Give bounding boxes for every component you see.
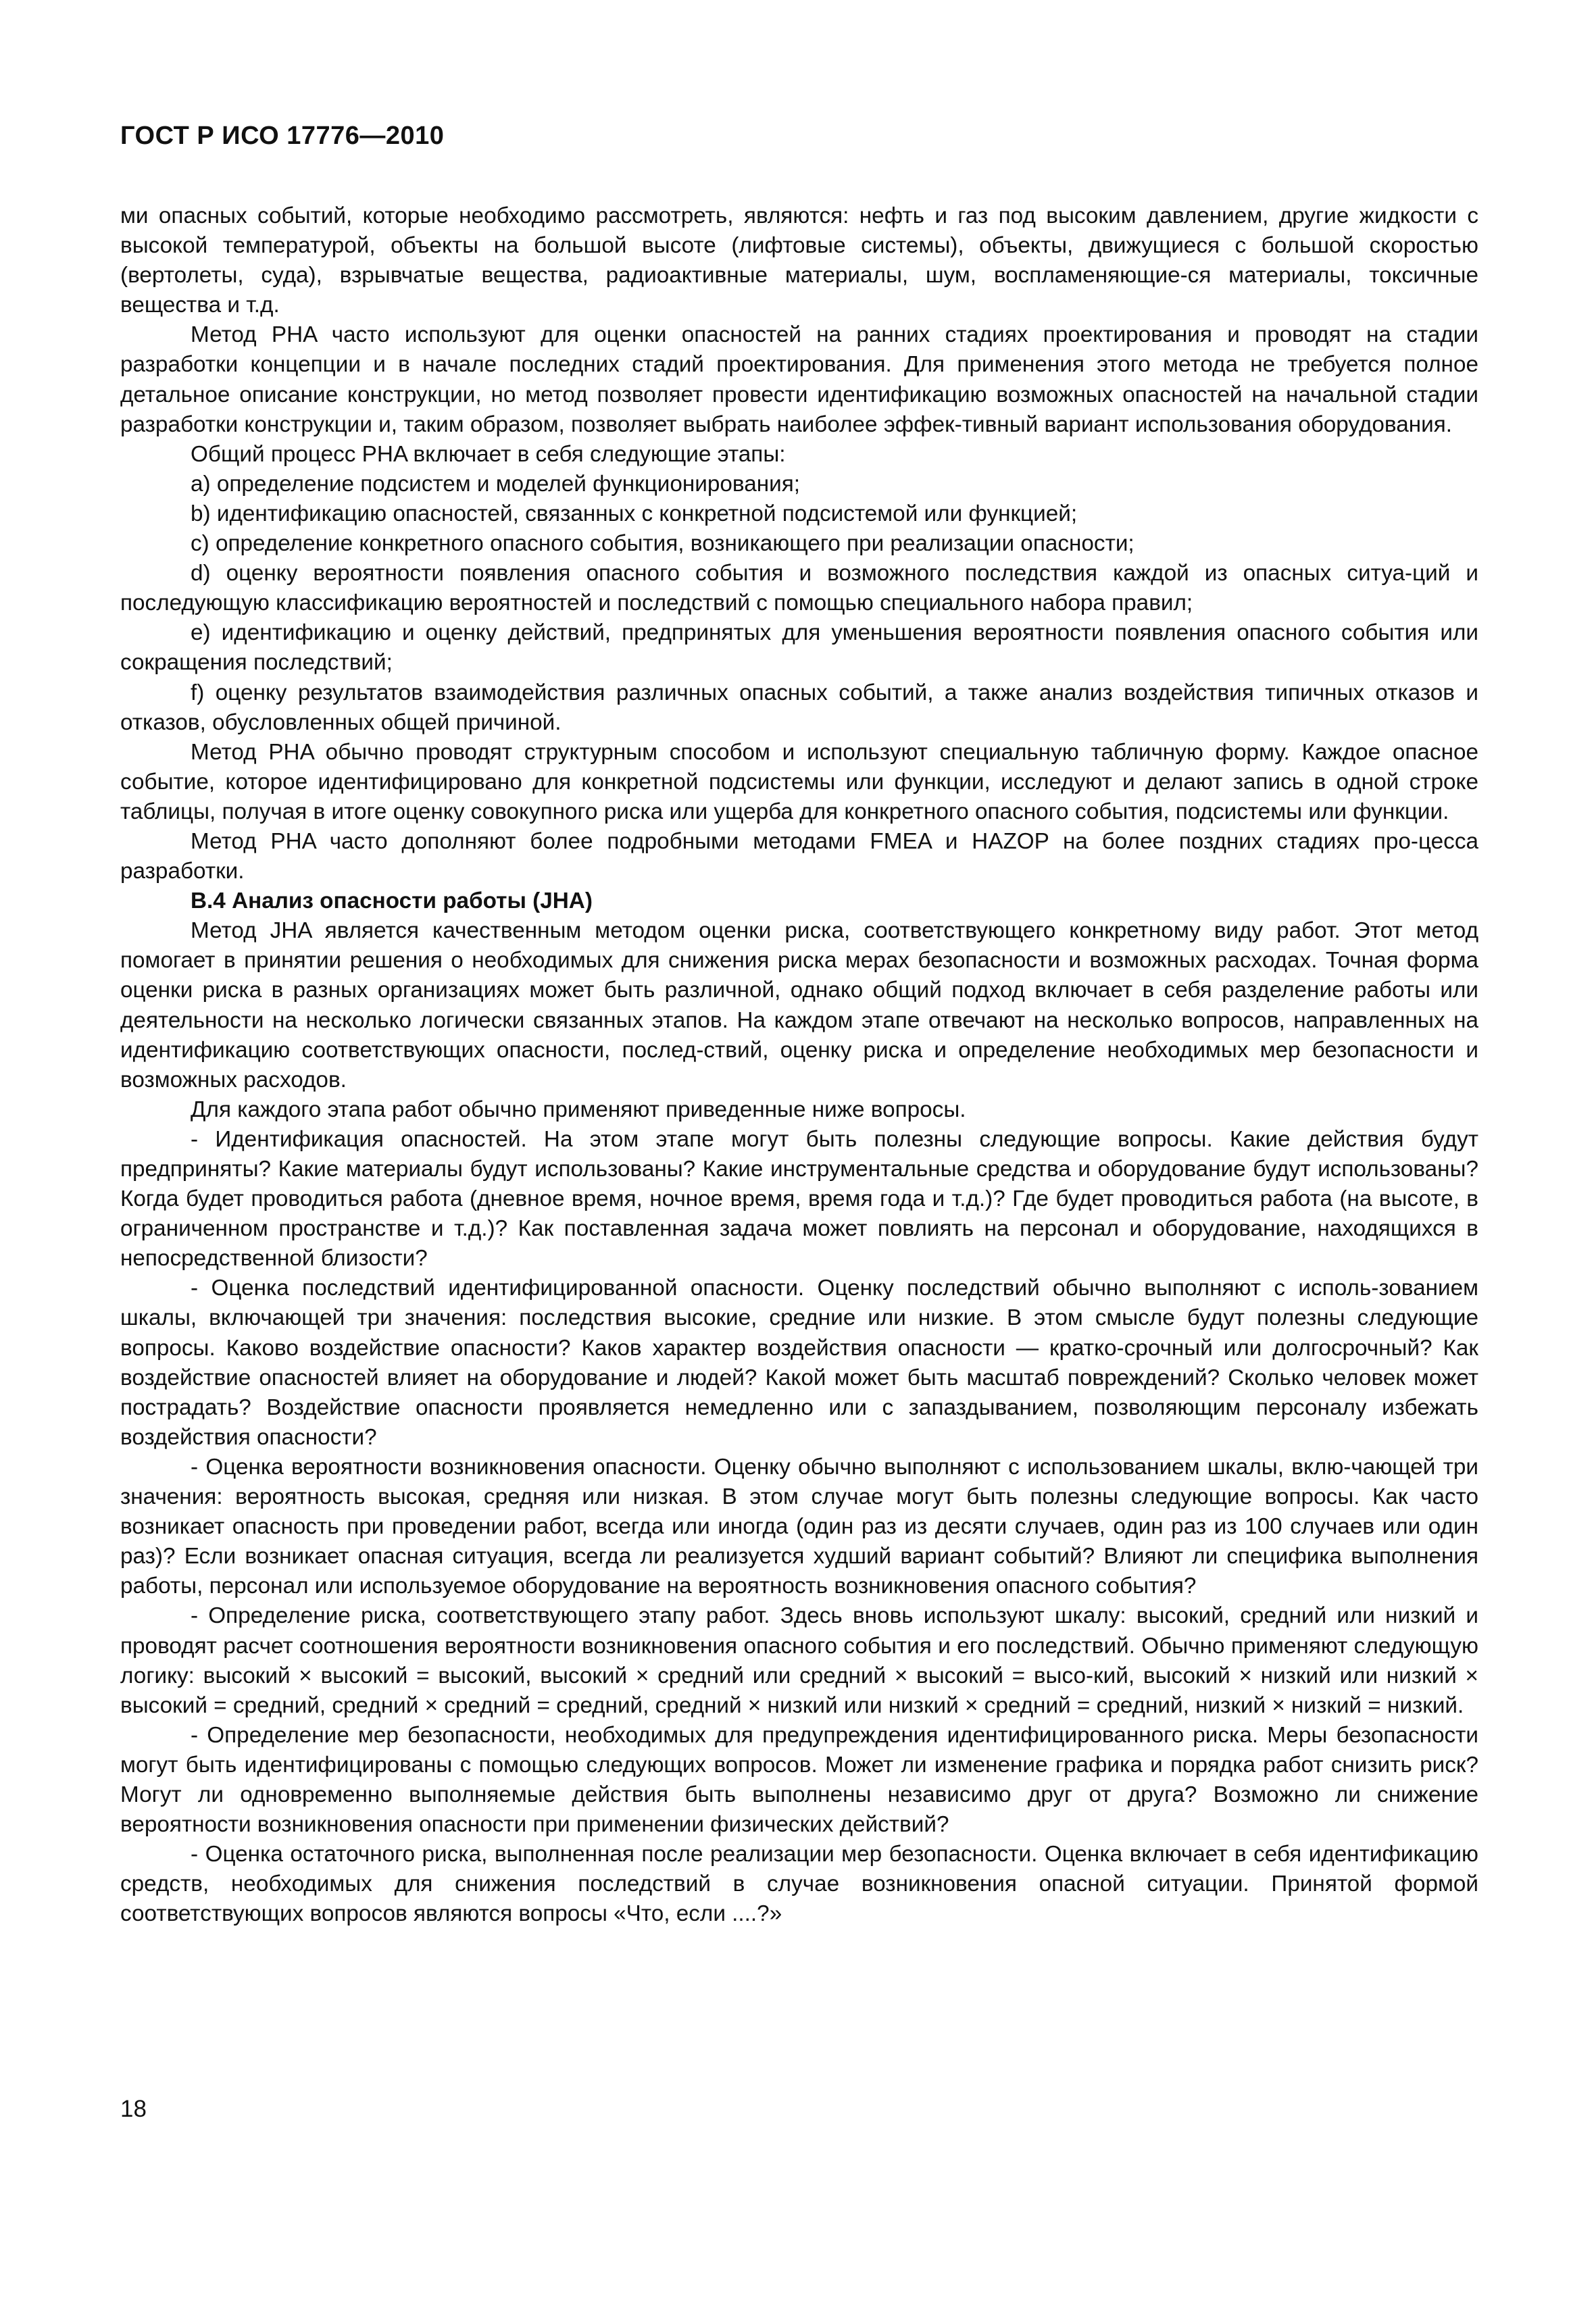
paragraph-hazard-identification: - Идентификация опасностей. На этом этапе могут быть полезны следующие вопросы. Какие действия будут предприняты? Какие материалы будут использованы? Какие инструментальные средства и оборудование будут использованы? Когда будет проводиться работа (дневное время, ночное время, время года и т.д.)? Где будет проводиться работа (на высоте, в ограниченном пространстве и т.д.)? Как поставленная задача может повлиять на персонал и оборудование, находящихся в непосредственной близости?	[120, 1126, 1478, 1272]
list-item-b: b) идентификацию опасностей, связанных с конкретной подсистемой или функцией;	[191, 501, 1078, 526]
list-item-c: c) определение конкретного опасного события, возникающего при реализации опасности;	[191, 531, 1134, 557]
paragraph-safety-measures: - Определение мер безопасности, необходимых для предупреждения идентифицированного риска. Меры безопасности могут быть идентифицированы с помощью следующих вопросов. Может ли изменение графика и порядка работ снизить риск? Могут ли одновременно выполняемые действия быть выполнены независимо друг от друга? Возможно ли снижение вероятности возникновения опасности при применении физических действий?	[120, 1722, 1478, 1838]
section-heading-b4: B.4 Анализ опасности работы (JHA)	[191, 888, 593, 914]
list-item-d: d) оценку вероятности появления опасного события и возможного последствия каждой из опасных ситуа-ций и последующую классификацию вероятностей и последствий с помощью специального набора правил;	[120, 561, 1478, 616]
paragraph-hazard-examples-continued: ми опасных событий, которые необходимо рассмотреть, являются: нефть и газ под высоким давлением, другие жидкости с высокой температурой, объекты на большой высоте (лифтовые системы), объекты, движущиеся с большой скоростью (вертолеты, суда), взрывчатые вещества, радиоактивные материалы, шум, воспламеняющие-ся материалы, токсичные вещества и т.д.	[120, 203, 1478, 318]
list-item-f: f) оценку результатов взаимодействия различных опасных событий, а также анализ воздействия типичных отказов и отказов, обусловленных общей причиной.	[120, 680, 1478, 735]
body-text	[120, 201, 1478, 1929]
list-item-a: a) определение подсистем и моделей функционирования;	[191, 471, 801, 497]
paragraph-residual-risk: - Оценка остаточного риска, выполненная после реализации мер безопасности. Оценка включает в себя идентификацию средств, необходимых для снижения последствий в случае возникновения опасной ситуации. Принятой формой соответствующих вопросов являются вопросы «Что, если ....?»	[120, 1842, 1478, 1927]
paragraph-jha-questions-intro: Для каждого этапа работ обычно применяют приведенные ниже вопросы.	[191, 1097, 966, 1122]
paragraph-pha-usage: Метод PHA часто используют для оценки опасностей на ранних стадиях проектирования и проводят на стадии разработки концепции и в начале последних стадий проектирования. Для применения этого метода не требуется полное детальное описание конструкции, но метод позволяет провести идентификацию возможных опасностей на начальной стадии разработки конструкции и, таким образом, позволяет выбрать наиболее эффек-тивный вариант использования оборудования.	[120, 322, 1478, 437]
page-number: 18	[120, 2096, 147, 2122]
paragraph-jha-intro: Метод JHA является качественным методом оценки риска, соответствующего конкретному виду работ. Этот метод помогает в принятии решения о необходимых для снижения риска мерах безопасности и возможных расходах. Точная форма оценки риска в разных организациях может быть различной, однако общий подход включает в себя разделение работы или деятельности на несколько логически связанных этапов. На каждом этапе отвечают на несколько вопросов, направленных на идентификацию соответствующих опасности, послед-ствий, оценку риска и определение необходимых мер безопасности и возможных расходов.	[120, 918, 1478, 1092]
paragraph-risk-determination: - Определение риска, соответствующего этапу работ. Здесь вновь используют шкалу: высокий, средний или низкий и проводят расчет соотношения вероятности возникновения опасного события и его последствий. Обычно применяют следующую логику: высокий × высокий = высокий, высокий × средний или средний × высокий = высо-кий, высокий × низкий или низкий × высокий = средний, средний × средний = средний, средний × низкий или низкий × средний = средний, низкий × низкий = низкий.	[120, 1603, 1478, 1718]
paragraph-consequence-assessment: - Оценка последствий идентифицированной опасности. Оценку последствий обычно выполняют с исполь-зованием шкалы, включающей три значения: последствия высокие, средние или низкие. В этом смысле будут полезны следующие вопросы. Каково воздействие опасности? Каков характер воздействия опасности — кратко-срочный или долгосрочный? Как воздействие опасностей влияет на оборудование и людей? Какой может быть масштаб повреждений? Сколько человек может пострадать? Воздействие опасности проявляется немедленно или с запаздыванием, позволяющим персоналу избежать воздействия опасности?	[120, 1276, 1478, 1450]
standard-header: ГОСТ Р ИСО 17776—2010	[120, 122, 445, 150]
list-item-e: e) идентификацию и оценку действий, предпринятых для уменьшения вероятности появления опасного события или сокращения последствий;	[120, 620, 1478, 676]
paragraph-pha-table-form: Метод PHA обычно проводят структурным способом и используют специальную табличную форму. Каждое опасное событие, которое идентифицировано для конкретной подсистемы или функции, исследуют и делают запись в одной строке таблицы, получая в итоге оценку совокупного риска или ущерба для конкретного опасного события, подсистемы или функции.	[120, 739, 1478, 824]
paragraph-probability-assessment: - Оценка вероятности возникновения опасности. Оценку обычно выполняют с использованием шкалы, вклю-чающей три значения: вероятность высокая, средняя или низкая. В этом случае могут быть полезны следующие вопросы. Как часто возникает опасность при проведении работ, всегда или иногда (один раз из десяти случаев, один раз из 100 случаев или один раз)? Если возникает опасная ситуация, всегда ли реализуется худший вариант событий? Влияют ли специфика выполнения работы, персонал или используемое оборудование на вероятность возникновения опасного события?	[120, 1454, 1478, 1599]
paragraph-pha-process-intro: Общий процесс PHA включает в себя следующие этапы:	[191, 441, 786, 467]
paragraph-pha-supplement: Метод PHA часто дополняют более подробными методами FMEA и HAZOP на более поздних стадиях про-цесса разработки.	[120, 828, 1478, 884]
